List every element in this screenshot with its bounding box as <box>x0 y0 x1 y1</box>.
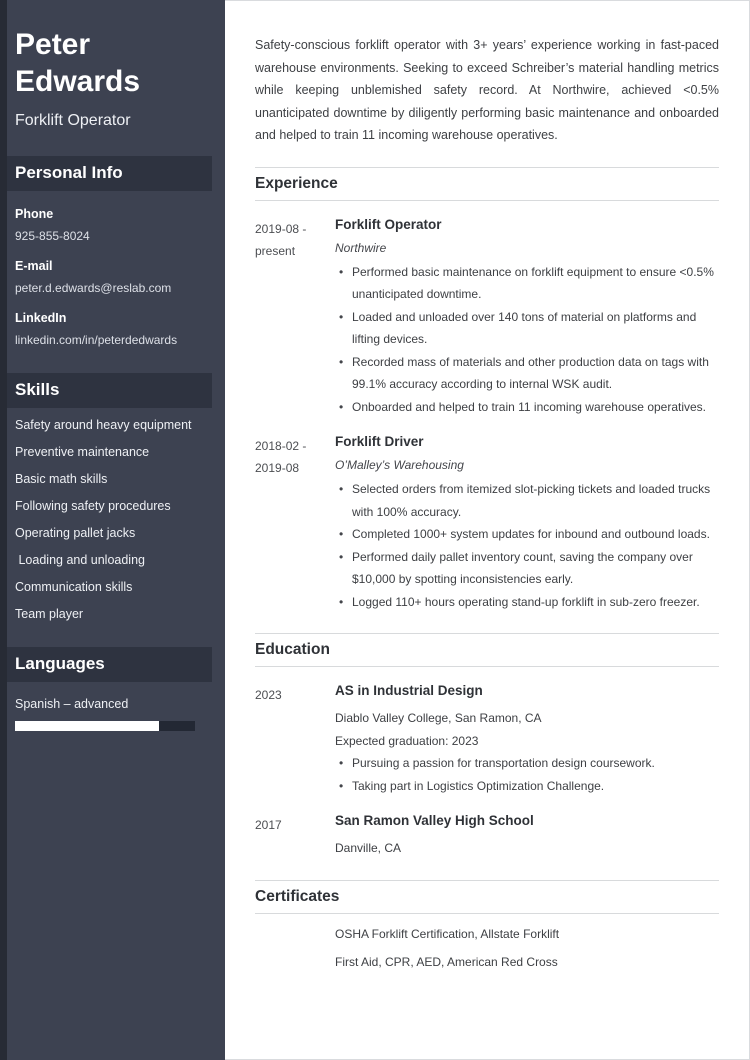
education-bullet-list <box>335 752 719 797</box>
phone-label: Phone <box>15 207 54 221</box>
candidate-name-line1: Peter <box>15 28 91 61</box>
candidate-name <box>15 26 215 100</box>
company-name: O’Malley’s Warehousing <box>335 458 464 472</box>
skill-item: Communication skills <box>15 580 133 594</box>
skills-list <box>15 419 210 621</box>
education-entry-date: 2023 <box>255 688 282 702</box>
skill-item: Basic math skills <box>15 472 108 486</box>
job-bullet: • Completed 1000+ system updates for inbound and outbound loads. <box>335 523 719 546</box>
certificates-section-header <box>255 880 719 914</box>
skill-item: Team player <box>15 607 84 621</box>
education-heading: Education <box>255 641 330 658</box>
experience-entry <box>255 216 719 419</box>
education-entry <box>255 812 719 860</box>
education-entry <box>255 682 719 797</box>
job-bullet: • Performed basic maintenance on forklift equipment to ensure <0.5% unanticipated downtime. <box>335 261 719 306</box>
job-bullet: • Performed daily pallet inventory count, saving the company over $10,000 by spotting inconsistencies early. <box>335 546 719 591</box>
phone-value: 925-855-8024 <box>15 229 90 243</box>
certificates-heading: Certificates <box>255 887 340 905</box>
experience-entry <box>255 433 719 613</box>
experience-entry-body <box>335 433 719 613</box>
personal-info-heading: Personal Info <box>0 156 212 191</box>
education-section-header <box>255 633 719 667</box>
email-label: E-mail <box>15 259 53 273</box>
certificates-list <box>255 927 719 970</box>
job-bullet-list <box>335 261 719 419</box>
skill-item: Preventive maintenance <box>15 445 150 459</box>
job-bullet: • Loaded and unloaded over 140 tons of material on platforms and lifting devices. <box>335 306 719 351</box>
education-entry-date: 2017 <box>255 818 282 832</box>
education-bullet: • Taking part in Logistics Optimization Challenge. <box>335 775 719 798</box>
summary-paragraph: Safety-conscious forklift operator with 3+ years’ experience working in fast-paced warehouse environments. Seeking to exceed Schreiber’s material handling metrics while keeping unblemished safety record. At Northwire, achieved <0.5% unanticipated downtime by diligently performing basic maintenance and onboarded and helped to train 11 incoming warehouse operatives. <box>255 38 719 142</box>
skill-item: Loading and unloading <box>15 553 145 567</box>
certificate-item: OSHA Forklift Certification, Allstate Forklift <box>335 926 560 941</box>
education-entry-body <box>335 682 719 797</box>
job-bullet: • Selected orders from itemized slot-picking tickets and loaded trucks with 100% accuracy. <box>335 478 719 523</box>
degree-title: AS in Industrial Design <box>335 683 483 698</box>
job-bullet: • Onboarded and helped to train 11 incoming warehouse operatives. <box>335 396 719 419</box>
sidebar-accent-strip <box>0 0 7 1060</box>
skill-item: Operating pallet jacks <box>15 526 136 540</box>
skill-item: Following safety procedures <box>15 499 171 513</box>
date-end: present <box>255 243 296 258</box>
candidate-job-title: Forklift Operator <box>15 112 131 129</box>
experience-section-header <box>255 167 719 201</box>
education-entry-body <box>335 812 719 860</box>
email-value: peter.d.edwards@reslab.com <box>15 281 172 295</box>
school-title: San Ramon Valley High School <box>335 813 534 828</box>
certificate-item: First Aid, CPR, AED, American Red Cross <box>335 954 558 969</box>
company-name: Northwire <box>335 240 387 255</box>
experience-heading: Experience <box>255 174 338 192</box>
job-bullet: • Logged 110+ hours operating stand-up forklift in sub-zero freezer. <box>335 591 719 614</box>
experience-entry-body <box>335 216 719 419</box>
linkedin-value: linkedin.com/in/peterdedwards <box>15 333 178 347</box>
job-bullet-list <box>335 478 719 613</box>
job-title: Forklift Operator <box>335 216 442 232</box>
languages-heading: Languages <box>0 647 212 682</box>
language-level-bar <box>15 721 195 731</box>
language-level-fill <box>15 721 159 731</box>
language-item <box>15 697 210 731</box>
job-title: Forklift Driver <box>335 434 424 449</box>
candidate-name-line2: Edwards <box>15 65 141 98</box>
school-location: Danville, CA <box>335 841 402 855</box>
date-start: 2018-02 - <box>255 439 307 453</box>
date-start: 2019-08 - <box>255 221 307 236</box>
experience-entry-dates <box>255 433 335 613</box>
education-bullet: • Pursuing a passion for transportation design coursework. <box>335 752 719 775</box>
graduation-note: Expected graduation: 2023 <box>335 733 479 748</box>
personal-info-fields <box>15 207 210 347</box>
skills-heading: Skills <box>0 373 212 408</box>
linkedin-label: LinkedIn <box>15 311 67 325</box>
school-name: Diablo Valley College, San Ramon, CA <box>335 711 542 725</box>
experience-entry-dates <box>255 216 335 419</box>
main-column <box>225 0 750 1060</box>
sidebar <box>0 0 225 1060</box>
skill-item: Safety around heavy equipment <box>15 418 192 432</box>
date-end: 2019-08 <box>255 461 300 475</box>
language-name: Spanish – advanced <box>15 697 129 711</box>
job-bullet: • Recorded mass of materials and other production data on tags with 99.1% accuracy according to internal WSK audit. <box>335 351 719 396</box>
